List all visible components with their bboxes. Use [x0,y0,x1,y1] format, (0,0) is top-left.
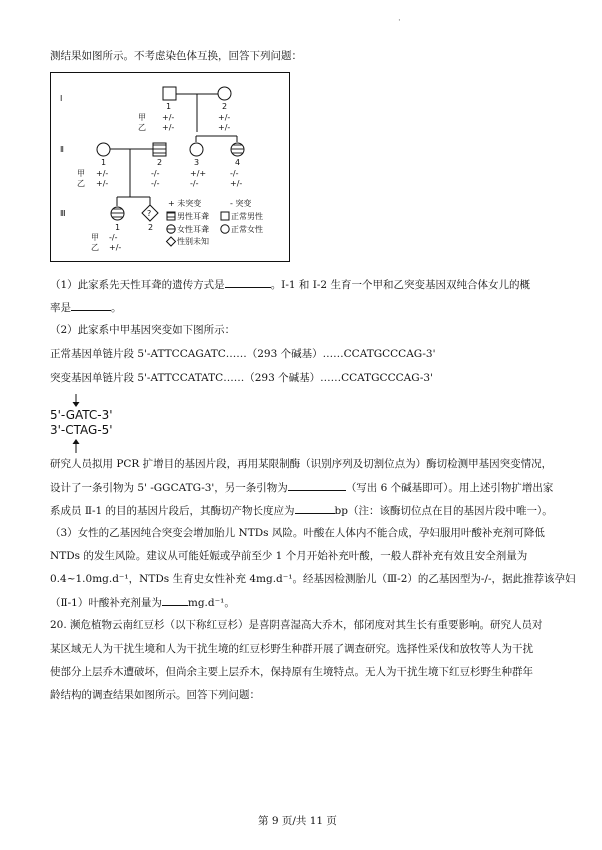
ii3-number: 3 [194,158,200,167]
ii4-genotype-a: -/- [230,169,239,178]
i2-genotype-a: +/- [218,113,231,122]
q1-line2: 率是 。 [50,302,122,314]
iii1-number: 1 [115,223,121,232]
gen3-label-b: 乙 [91,243,99,252]
site-bottom-strand: 3'-CTAG-5' [50,423,113,437]
i2-number: 2 [222,102,228,111]
iii1-genotype-a: -/- [109,233,118,242]
q1-line1 [50,277,530,292]
gen-label-2: Ⅱ [60,145,64,154]
page-footer: 第 9 页/共 11 页 [258,815,337,827]
q20-para-1: 20. 濒危植物云南红豆杉（以下称红豆杉）是喜阴喜湿高大乔木，郁闭度对其生长有重要影响。研究人员对 [50,619,543,631]
q2-para-2 [50,480,553,495]
ii2-genotype-a: -/- [151,169,160,178]
q3-text-b: mg.d⁻¹。 [187,597,235,609]
gen-label-3: Ⅲ [60,209,66,218]
lines-gen2 [110,136,237,197]
ii4-number: 4 [235,158,241,167]
legend-deaf-male: 男性耳聋 [177,212,209,221]
q1-text-b: 。Ⅰ-1 和 Ⅰ-2 生育一个甲和乙突变基因双纯合体女儿的概 [270,279,530,291]
i1-genotype-a: +/- [162,113,175,122]
legend-deaf-male-symbol [167,212,175,220]
iii2-unknown-mark: ? [147,209,152,218]
q2-mutant-seq: 突变基因单链片段 5'-ATTCCATATC……（293 个碱基）……CCATGCCCAG-3' [50,372,433,384]
legend-normal-male: 正常男性 [231,212,263,221]
ii3-genotype-b: -/- [190,179,199,188]
q20-para-3: 使部分上层乔木遭破坏，但尚余主要上层乔木，保持原有生境特点。无人为干扰生境下红豆杉野生种群年 [50,666,533,678]
q1-blank-2[interactable] [71,300,111,311]
iii2-number: 2 [148,223,154,232]
legend-unknown-sex-symbol [167,237,176,246]
q3-blank[interactable] [162,595,188,606]
gen1-label-b: 乙 [138,123,146,132]
q3-para-1: （3）女性的乙基因纯合突变会增加胎儿 NTDs 风险。叶酸在人体内不能合成，孕妇服用叶酸补充剂可降低 [50,527,545,539]
q2-blank-2[interactable] [295,503,335,514]
q2-normal-seq: 正常基因单链片段 5'-ATTCCAGATC……（293 个碱基）……CCATGCCCAG-3' [50,348,436,360]
legend-deaf-female-symbol [167,225,175,233]
gen-label-1: Ⅰ [60,94,63,103]
q2-text-a: 设计了一条引物为 5' -GGCATG-3'，另一条引物为 [50,482,288,494]
gen3-label-a: 甲 [91,233,99,242]
lines-gen3 [117,197,150,206]
i1-number: 1 [166,102,172,111]
q2-blank-1[interactable] [288,480,346,491]
legend-normal-female: 正常女性 [231,225,263,234]
ii2-deaf-male [153,143,166,156]
legend-unknown-sex: 性别未知 [177,237,209,246]
i2-normal-female [218,87,231,100]
gen2-label-a: 甲 [77,169,85,178]
q2-text-d: bp（注：该酶切位点在目的基因片段中唯一）。 [334,505,553,517]
ii3-normal-female [190,143,203,156]
q3-para-2: NTDs 的发生风险。建议从可能妊娠或孕前至少 1 个月开始补充叶酸，一般人群补充有效且安全剂量为 [50,550,528,562]
header-dot: · [398,16,401,26]
ii4-genotype-b: +/- [230,179,243,188]
mating-line-gen1 [176,94,218,132]
q1-blank-1[interactable] [225,277,271,288]
ii4-deaf-female [231,143,244,156]
ii3-genotype-a: +/+ [190,169,207,178]
q2-text-c: 系成员 Ⅱ-1 的目的基因片段后，其酶切产物长度应为 [50,505,295,517]
q20-para-2: 某区域无人为干扰生境和人为干扰生境的红豆杉野生种群开展了调查研究。选择性采伐和放牧等人为干扰 [50,643,533,655]
q20-para-4: 龄结构的调查结果如图所示。回答下列问题： [50,689,260,701]
legend-deaf-female: 女性耳聋 [177,225,209,234]
iii1-genotype-b: +/- [109,243,122,252]
legend-minus: - 突变 [230,199,252,208]
ii1-genotype-a: +/- [96,169,109,178]
i2-genotype-b: +/- [218,123,231,132]
pedigree-diagram [50,72,290,262]
legend-plus: + 未突变 [168,199,202,208]
legend [167,198,264,246]
legend-normal-female-symbol [221,225,229,233]
i1-normal-male [163,87,176,100]
q3-text-a: （Ⅱ-1）叶酸补充剂量为 [50,597,162,609]
q1-text-c: 率是 [50,302,71,314]
ii1-genotype-b: +/- [96,179,109,188]
q3-para-4 [50,595,235,610]
ii1-normal-female [97,143,110,156]
legend-normal-male-symbol [221,212,229,220]
q2-text-b: （写出 6 个碱基即可）。用上述引物扩增出家 [345,482,554,494]
gen2-label-b: 乙 [77,179,85,188]
site-top-strand: 5'-GATC-3' [50,408,113,422]
q1-text-a: （1）此家系先天性耳聋的遗传方式是 [50,279,225,291]
q2-para-1: 研究人员拟用 PCR 扩增目的基因片段，再用某限制酶（识别序列及切割位点为）酶切检测甲基因突变情况， [50,458,553,470]
iii1-deaf-female [111,207,124,220]
q2-para-3 [50,503,553,518]
ii2-genotype-b: -/- [151,179,160,188]
q2-title: （2）此家系中甲基因突变如下图所示： [50,324,236,336]
ii2-number: 2 [157,158,163,167]
ii1-number: 1 [101,158,107,167]
i1-genotype-b: +/- [162,123,175,132]
intro-text: 测结果如图所示。不考虑染色体互换，回答下列问题： [50,50,302,62]
gen1-label-a: 甲 [138,113,146,122]
q3-para-3: 0.4~1.0mg.d⁻¹，NTDs 生育史女性补充 4mg.d⁻¹。经基因检测胎儿（Ⅲ-2）的乙基因型为-/-，据此推荐该孕妇 [50,573,576,585]
